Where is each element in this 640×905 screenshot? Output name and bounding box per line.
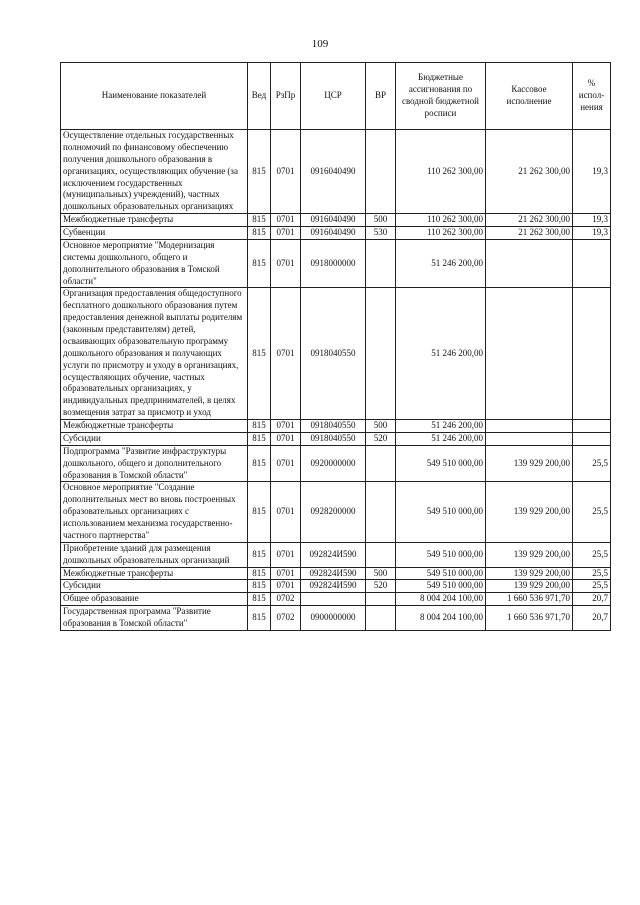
header-name: Наименование показателей xyxy=(61,63,248,130)
cell-ved: 815 xyxy=(248,288,271,420)
cell-csr: 092824И590 xyxy=(301,567,366,580)
cell-rzpr: 0701 xyxy=(271,567,301,580)
cell-name: Межбюджетные трансферты xyxy=(61,567,248,580)
cell-vr xyxy=(366,130,396,214)
cell-percent: 20,7 xyxy=(573,593,611,606)
cell-csr: 0900000000 xyxy=(301,606,366,631)
cell-cash-execution xyxy=(486,420,573,433)
cell-assignments: 51 246 200,00 xyxy=(396,288,486,420)
cell-vr: 520 xyxy=(366,432,396,445)
cell-csr: 0916040490 xyxy=(301,214,366,227)
cell-assignments: 549 510 000,00 xyxy=(396,567,486,580)
cell-cash-execution: 1 660 536 971,70 xyxy=(486,593,573,606)
cell-rzpr: 0701 xyxy=(271,420,301,433)
cell-vr xyxy=(366,542,396,567)
cell-ved: 815 xyxy=(248,593,271,606)
cell-percent xyxy=(573,420,611,433)
cell-cash-execution: 139 929 200,00 xyxy=(486,482,573,542)
cell-cash-execution: 21 262 300,00 xyxy=(486,214,573,227)
cell-percent xyxy=(573,239,611,288)
cell-vr xyxy=(366,239,396,288)
header-csr: ЦСР xyxy=(301,63,366,130)
cell-cash-execution: 21 262 300,00 xyxy=(486,130,573,214)
cell-percent: 20,7 xyxy=(573,606,611,631)
table-header-row xyxy=(61,63,611,130)
cell-cash-execution: 139 929 200,00 xyxy=(486,445,573,482)
cell-ved: 815 xyxy=(248,130,271,214)
cell-ved: 815 xyxy=(248,482,271,542)
cell-vr xyxy=(366,593,396,606)
cell-vr xyxy=(366,445,396,482)
table-row xyxy=(61,227,611,240)
cell-percent: 25,5 xyxy=(573,580,611,593)
cell-assignments: 51 246 200,00 xyxy=(396,420,486,433)
cell-ved: 815 xyxy=(248,432,271,445)
cell-name: Межбюджетные трансферты xyxy=(61,420,248,433)
budget-table xyxy=(60,62,611,631)
cell-assignments: 549 510 000,00 xyxy=(396,445,486,482)
cell-assignments: 8 004 204 100,00 xyxy=(396,606,486,631)
cell-cash-execution xyxy=(486,288,573,420)
cell-csr: 0918040550 xyxy=(301,288,366,420)
cell-name: Основное мероприятие "Модернизация системы дошкольного, общего и дополнительного образования в Томской области" xyxy=(61,239,248,288)
cell-assignments: 51 246 200,00 xyxy=(396,239,486,288)
table-row xyxy=(61,542,611,567)
cell-ved: 815 xyxy=(248,542,271,567)
cell-rzpr: 0702 xyxy=(271,593,301,606)
cell-name: Субвенции xyxy=(61,227,248,240)
cell-name: Общее образование xyxy=(61,593,248,606)
cell-ved: 815 xyxy=(248,420,271,433)
cell-rzpr: 0701 xyxy=(271,227,301,240)
cell-name: Межбюджетные трансферты xyxy=(61,214,248,227)
cell-assignments: 549 510 000,00 xyxy=(396,482,486,542)
cell-ved: 815 xyxy=(248,227,271,240)
table-row xyxy=(61,580,611,593)
cell-percent: 25,5 xyxy=(573,445,611,482)
cell-vr: 530 xyxy=(366,227,396,240)
cell-cash-execution: 139 929 200,00 xyxy=(486,580,573,593)
cell-name: Субсидии xyxy=(61,432,248,445)
cell-cash-execution: 1 660 536 971,70 xyxy=(486,606,573,631)
cell-csr: 0918040550 xyxy=(301,432,366,445)
table-row xyxy=(61,288,611,420)
cell-csr: 092824И590 xyxy=(301,580,366,593)
header-rzpr: РзПр xyxy=(271,63,301,130)
table-row xyxy=(61,593,611,606)
table-row xyxy=(61,214,611,227)
cell-name: Основное мероприятие "Создание дополнительных мест во вновь построенных образовательных организациях с использованием механизма государственно-частного партнерства" xyxy=(61,482,248,542)
cell-name: Осуществление отдельных государственных полномочий по финансовому обеспечению получения дошкольного образования в организациях, осуществляющих обучение (за исключением государственных (муниципальных) учреждений), частных дошкольных образовательных организациях xyxy=(61,130,248,214)
cell-rzpr: 0701 xyxy=(271,214,301,227)
cell-vr xyxy=(366,606,396,631)
cell-rzpr: 0701 xyxy=(271,288,301,420)
cell-vr xyxy=(366,288,396,420)
cell-ved: 815 xyxy=(248,606,271,631)
cell-csr: 0918040550 xyxy=(301,420,366,433)
cell-name: Государственная программа "Развитие образования в Томской области" xyxy=(61,606,248,631)
cell-csr: 0916040490 xyxy=(301,130,366,214)
cell-percent: 19,3 xyxy=(573,214,611,227)
header-ved: Вед xyxy=(248,63,271,130)
header-assignments: Бюджетные ассигнования по сводной бюджетной росписи xyxy=(396,63,486,130)
cell-cash-execution xyxy=(486,432,573,445)
cell-rzpr: 0701 xyxy=(271,542,301,567)
cell-ved: 815 xyxy=(248,580,271,593)
cell-vr: 500 xyxy=(366,567,396,580)
cell-vr: 500 xyxy=(366,214,396,227)
cell-rzpr: 0702 xyxy=(271,606,301,631)
table-row xyxy=(61,239,611,288)
cell-ved: 815 xyxy=(248,445,271,482)
cell-vr: 520 xyxy=(366,580,396,593)
table-row xyxy=(61,482,611,542)
cell-rzpr: 0701 xyxy=(271,432,301,445)
cell-assignments: 8 004 204 100,00 xyxy=(396,593,486,606)
table-row xyxy=(61,130,611,214)
cell-percent: 19,3 xyxy=(573,130,611,214)
table-row xyxy=(61,567,611,580)
cell-vr: 500 xyxy=(366,420,396,433)
cell-assignments: 110 262 300,00 xyxy=(396,227,486,240)
cell-cash-execution xyxy=(486,239,573,288)
cell-cash-execution: 139 929 200,00 xyxy=(486,567,573,580)
cell-percent: 25,5 xyxy=(573,567,611,580)
cell-ved: 815 xyxy=(248,214,271,227)
cell-rzpr: 0701 xyxy=(271,482,301,542)
cell-ved: 815 xyxy=(248,239,271,288)
cell-cash-execution: 139 929 200,00 xyxy=(486,542,573,567)
table-row xyxy=(61,445,611,482)
cell-assignments: 549 510 000,00 xyxy=(396,580,486,593)
cell-assignments: 549 510 000,00 xyxy=(396,542,486,567)
cell-percent: 19,3 xyxy=(573,227,611,240)
cell-assignments: 110 262 300,00 xyxy=(396,214,486,227)
header-vr: ВР xyxy=(366,63,396,130)
cell-rzpr: 0701 xyxy=(271,239,301,288)
cell-rzpr: 0701 xyxy=(271,580,301,593)
table-row xyxy=(61,606,611,631)
cell-ved: 815 xyxy=(248,567,271,580)
cell-csr: 0916040490 xyxy=(301,227,366,240)
table-row xyxy=(61,432,611,445)
cell-cash-execution: 21 262 300,00 xyxy=(486,227,573,240)
cell-rzpr: 0701 xyxy=(271,445,301,482)
page-number: 109 xyxy=(311,38,329,50)
cell-csr: 092824И590 xyxy=(301,542,366,567)
cell-percent xyxy=(573,288,611,420)
table-row xyxy=(61,420,611,433)
cell-vr xyxy=(366,482,396,542)
cell-assignments: 110 262 300,00 xyxy=(396,130,486,214)
cell-percent: 25,5 xyxy=(573,482,611,542)
cell-csr: 0918000000 xyxy=(301,239,366,288)
header-cash-execution: Кассовое исполнение xyxy=(486,63,573,130)
cell-csr: 0920000000 xyxy=(301,445,366,482)
cell-percent xyxy=(573,432,611,445)
cell-rzpr: 0701 xyxy=(271,130,301,214)
cell-name: Приобретение зданий для размещения дошкольных образовательных организаций xyxy=(61,542,248,567)
cell-name: Субсидии xyxy=(61,580,248,593)
header-percent: % испол- нения xyxy=(573,63,611,130)
cell-name: Организация предоставления общедоступного бесплатного дошкольного образования путем предоставления денежной выплаты родителям (законным представителям) детей, осваивающих образовательную программу дошкольного образования и получающих услуги по присмотру и уходу в организациях, осуществляющих обучение, частных образовательных организациях, у индивидуальных предпринимателей, в целях возмещения затрат за присмотр и уход xyxy=(61,288,248,420)
cell-name: Подпрограмма "Развитие инфраструктуры дошкольного, общего и дополнительного образования в Томской области" xyxy=(61,445,248,482)
cell-csr: 0928200000 xyxy=(301,482,366,542)
cell-assignments: 51 246 200,00 xyxy=(396,432,486,445)
cell-csr xyxy=(301,593,366,606)
cell-percent: 25,5 xyxy=(573,542,611,567)
